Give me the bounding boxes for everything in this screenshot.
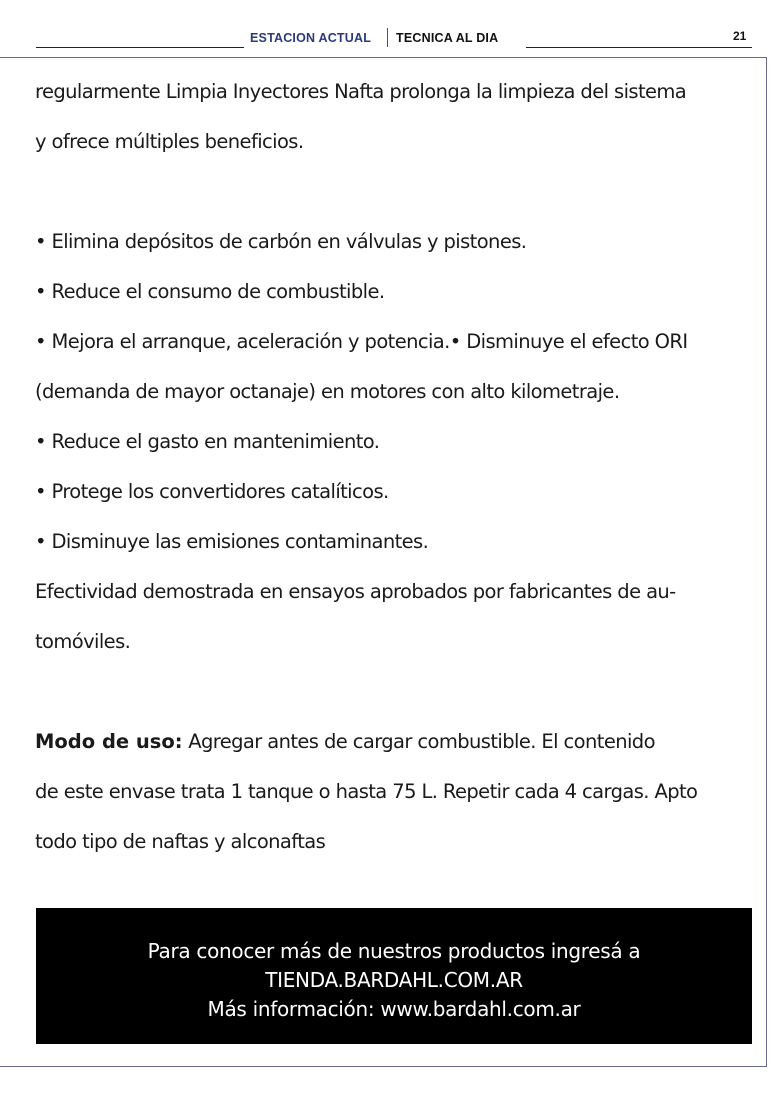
list-item: • Mejora el arranque, aceleración y potencia.• Disminuye el efecto ORI: [35, 330, 688, 353]
promo-store-link[interactable]: TIENDA.BARDAHL.COM.AR: [265, 968, 523, 992]
promo-line: Para conocer más de nuestros productos ingresá a: [147, 939, 641, 963]
list-item: • Disminuye las emisiones contaminantes.: [35, 530, 429, 553]
header-topic-title: TECNICA AL DIA: [396, 31, 499, 45]
intro-paragraph: [35, 67, 752, 167]
promo-box: [36, 908, 752, 1044]
promo-info-line[interactable]: Más información: www.bardahl.com.ar: [207, 997, 581, 1021]
header-left-rule: [36, 47, 244, 48]
usage-label: Modo de uso:: [35, 730, 183, 753]
list-item: • Protege los convertidores catalíticos.: [35, 480, 389, 503]
effectiveness-line: tomóviles.: [35, 630, 131, 653]
list-item: • Elimina depósitos de carbón en válvulas y pistones.: [35, 230, 527, 253]
benefits-list: [35, 217, 752, 667]
list-item: • Reduce el gasto en mantenimiento.: [35, 430, 380, 453]
header-right-rule: [526, 47, 752, 48]
list-item: • Reduce el consumo de combustible.: [35, 280, 385, 303]
header-section-title: ESTACION ACTUAL: [250, 31, 372, 45]
usage-line: todo tipo de naftas y alconaftas: [35, 830, 326, 853]
usage-text: Agregar antes de cargar combustible. El contenido: [182, 730, 655, 753]
list-item: (demanda de mayor octanaje) en motores con alto kilometraje.: [35, 380, 620, 403]
usage-line: de este envase trata 1 tanque o hasta 75 L. Repetir cada 4 cargas. Apto: [35, 780, 698, 803]
page-number: 21: [733, 29, 747, 43]
intro-line: y ofrece múltiples beneficios.: [35, 130, 304, 153]
intro-line: regularmente Limpia Inyectores Nafta prolonga la limpieza del sistema: [35, 80, 687, 103]
header-divider: [387, 28, 388, 47]
usage-line: [35, 717, 752, 767]
usage-paragraph: [35, 717, 752, 867]
effectiveness-line: Efectividad demostrada en ensayos aprobados por fabricantes de au-: [35, 580, 676, 603]
